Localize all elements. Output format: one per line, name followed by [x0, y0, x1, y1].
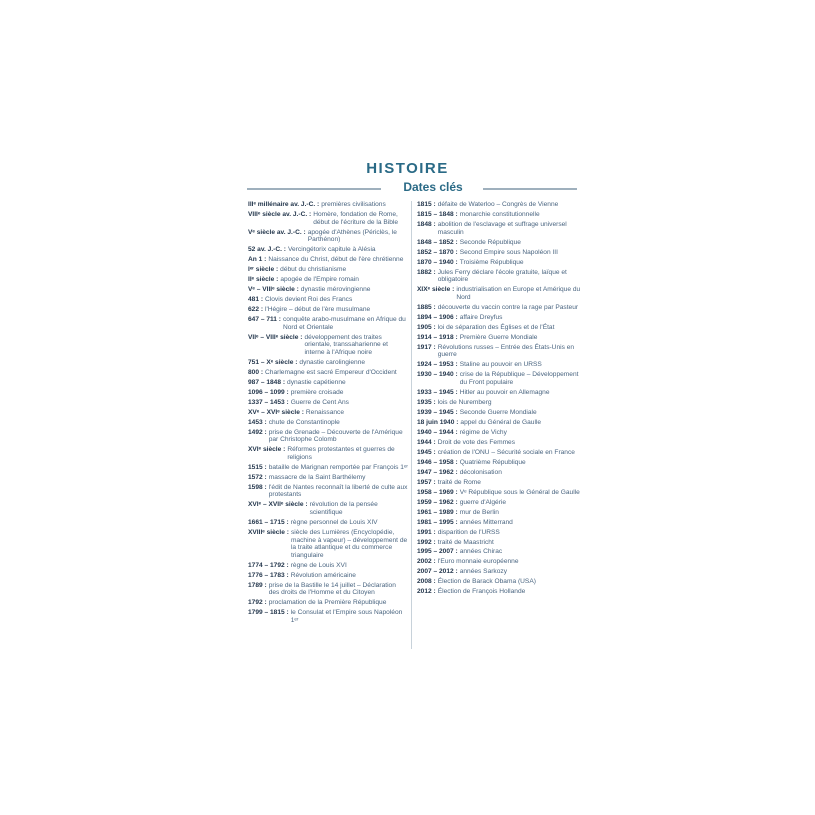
- entry-text: développement des traites orientale, transsaharienne et interne à l'Afrique noire: [304, 333, 389, 356]
- timeline-entry: [248, 389, 408, 397]
- timeline-entry: [417, 389, 581, 397]
- entry-date: Iᵉʳ siècle :: [248, 266, 279, 274]
- entry-text: apogée d'Athènes (Périclès, le Parthénon): [307, 228, 397, 244]
- timeline-entry: [248, 599, 408, 607]
- entry-text: Jules Ferry déclare l'école gratuite, laïque et obligatoire: [437, 268, 567, 284]
- entry-text: révolution de la pensée scientifique: [309, 501, 378, 516]
- entry-text: l'Euro monnaie européenne: [437, 558, 519, 566]
- timeline-entry: [248, 201, 408, 209]
- timeline-entry: [248, 519, 408, 527]
- entry-date: 1933 – 1945 :: [417, 388, 458, 396]
- entry-date: 52 av. J.-C. :: [248, 246, 286, 254]
- timeline-entry: [417, 249, 581, 257]
- entry-text: industrialisation en Europe et Amérique du Nord: [456, 286, 581, 301]
- entry-text: prise de Grenade – Découverte de l'Amérique par Christophe Colomb: [268, 428, 403, 444]
- timeline-entry: [417, 459, 581, 467]
- entry-text: Seconde Guerre Mondiale: [459, 408, 537, 416]
- timeline-entry: [417, 286, 581, 301]
- entry-date: 481 :: [248, 296, 264, 304]
- entry-text: apogée de l'Empire romain: [280, 276, 359, 284]
- entry-text: Seconde République: [459, 238, 521, 246]
- entry-date: 1870 – 1940 :: [417, 258, 458, 266]
- entry-text: l'Hégire – début de l'ère musulmane: [265, 306, 371, 314]
- entry-text: dynastie carolingienne: [299, 358, 366, 366]
- column-divider: [411, 201, 412, 649]
- entry-text: années Chirac: [459, 548, 503, 556]
- entry-date: 1917 :: [417, 343, 436, 351]
- timeline-entry: [248, 484, 408, 499]
- entry-date: 1774 – 1792 :: [248, 561, 289, 569]
- timeline-column-right: [417, 201, 581, 598]
- entry-text: Élection de François Hollande: [437, 588, 526, 596]
- timeline-entry: [417, 489, 581, 497]
- timeline-entry: [417, 221, 581, 236]
- entry-date: 1848 – 1852 :: [417, 238, 458, 246]
- entry-date: 1453 :: [248, 418, 267, 426]
- entry-date: 1905 :: [417, 323, 436, 331]
- timeline-entry: [248, 609, 408, 624]
- entry-date: 1940 – 1944 :: [417, 428, 458, 436]
- entry-date: 1894 – 1906 :: [417, 313, 458, 321]
- entry-date: 1991 :: [417, 528, 436, 536]
- entry-date: An 1 :: [248, 256, 267, 264]
- entry-date: 1792 :: [248, 599, 267, 607]
- timeline-entry: [417, 409, 581, 417]
- entry-date: 1957 :: [417, 478, 436, 486]
- entry-text: Homère, fondation de Rome, début de l'écriture de la Bible: [313, 210, 399, 226]
- timeline-entry: [248, 296, 408, 304]
- timeline-entry: [417, 324, 581, 332]
- entry-text: dynastie mérovingienne: [300, 286, 371, 294]
- timeline-entry: [417, 269, 581, 284]
- entry-date: 1959 – 1962 :: [417, 498, 458, 506]
- entry-date: 1924 – 1953 :: [417, 361, 458, 369]
- timeline-entry: [248, 246, 408, 254]
- entry-date: 1947 – 1962 :: [417, 468, 458, 476]
- entry-text: traité de Maastricht: [437, 538, 494, 546]
- entry-text: abolition de l'esclavage et suffrage universel masculin: [437, 220, 567, 236]
- timeline-entry: [417, 578, 581, 586]
- entry-date: XVIᵉ – XVIIᵉ siècle :: [248, 501, 308, 509]
- entry-date: 1848 :: [417, 220, 436, 228]
- entry-text: Second Empire sous Napoléon III: [459, 248, 558, 256]
- entry-text: guerre d'Algérie: [459, 498, 507, 506]
- timeline-entry: [417, 344, 581, 359]
- timeline-entry: [417, 548, 581, 556]
- timeline-entry: [417, 239, 581, 247]
- entry-date: 1961 – 1989 :: [417, 508, 458, 516]
- entry-date: 647 – 711 :: [248, 316, 281, 324]
- entry-text: première croisade: [290, 388, 344, 396]
- entry-text: dynastie capétienne: [287, 378, 346, 386]
- timeline-entry: [417, 588, 581, 596]
- entry-date: 1981 – 1995 :: [417, 518, 458, 526]
- entry-date: 2002 :: [417, 558, 436, 566]
- entry-text: prise de la Bastille le 14 juillet – Déclaration des droits de l'Homme et du Citoyen: [268, 581, 396, 597]
- timeline-entry: [417, 334, 581, 342]
- entry-date: 1958 – 1969 :: [417, 488, 458, 496]
- entry-date: 1946 – 1958 :: [417, 458, 458, 466]
- entry-date: 2008 :: [417, 578, 436, 586]
- entry-text: découverte du vaccin contre la rage par Pasteur: [437, 303, 579, 311]
- entry-text: crise de la République – Développement du Front populaire: [459, 371, 579, 386]
- entry-date: 1789 :: [248, 581, 267, 589]
- entry-text: Révolutions russes – Entrée des États-Unis en guerre: [437, 343, 575, 359]
- entry-text: Staline au pouvoir en URSS: [459, 361, 542, 369]
- entry-date: Vᵉ siècle av. J.-C. :: [248, 228, 306, 236]
- entry-date: 622 :: [248, 306, 264, 314]
- entry-date: 1815 – 1848 :: [417, 210, 458, 218]
- entry-date: 1930 – 1940 :: [417, 371, 458, 379]
- entry-text: Révolution américaine: [290, 571, 356, 579]
- timeline-entry: [248, 409, 408, 417]
- timeline-entry: [248, 562, 408, 570]
- timeline-entry: [248, 379, 408, 387]
- timeline-entry: [248, 429, 408, 444]
- entry-date: XVᵉ – XVIᵉ siècle :: [248, 408, 304, 416]
- timeline-entry: [248, 399, 408, 407]
- timeline-entry: [417, 509, 581, 517]
- timeline-entry: [417, 499, 581, 507]
- entry-text: premières civilisations: [321, 201, 386, 208]
- entry-text: Vercingétorix capitule à Alésia: [288, 246, 376, 254]
- timeline-entry: [417, 419, 581, 427]
- page-subtitle: Dates clés: [403, 180, 463, 194]
- entry-date: 1096 – 1099 :: [248, 388, 289, 396]
- timeline-entry: [248, 256, 408, 264]
- timeline-entry: [248, 211, 408, 226]
- timeline-entry: [417, 201, 581, 209]
- timeline-entry: [417, 399, 581, 407]
- entry-text: proclamation de la Première République: [268, 599, 387, 607]
- timeline-entry: [248, 229, 408, 244]
- timeline-entry: [248, 276, 408, 284]
- entry-text: Quatrième République: [459, 458, 526, 466]
- entry-date: XVIᵉ siècle :: [248, 446, 286, 454]
- entry-text: l'édit de Nantes reconnaît la liberté de culte aux protestants: [268, 483, 408, 499]
- entry-text: chute de Constantinople: [268, 418, 340, 426]
- entry-text: règne personnel de Louis XIV: [290, 518, 378, 526]
- entry-text: Troisième République: [459, 258, 524, 266]
- entry-date: 1939 – 1945 :: [417, 408, 458, 416]
- entry-text: mur de Berlin: [459, 508, 499, 516]
- timeline-entry: [248, 286, 408, 294]
- entry-text: traité de Rome: [437, 478, 481, 486]
- entry-text: défaite de Waterloo – Congrès de Vienne: [437, 201, 559, 208]
- entry-text: Première Guerre Mondiale: [459, 333, 538, 341]
- entry-date: 1815 :: [417, 201, 436, 208]
- timeline-entry: [248, 369, 408, 377]
- entry-text: création de l'ONU – Sécurité sociale en France: [437, 448, 575, 456]
- timeline-entry: [248, 529, 408, 559]
- timeline-entry: [417, 314, 581, 322]
- entry-text: affaire Dreyfus: [459, 313, 503, 321]
- timeline-entry: [417, 304, 581, 312]
- entry-text: Charlemagne est sacré Empereur d'Occident: [265, 368, 397, 376]
- timeline-entry: [417, 469, 581, 477]
- timeline-entry: [417, 429, 581, 437]
- entry-text: règne de Louis XVI: [290, 561, 347, 569]
- entry-date: 1882 :: [417, 268, 436, 276]
- entry-date: 1935 :: [417, 398, 436, 406]
- subtitle-row: [247, 180, 577, 198]
- entry-date: 18 juin 1940 :: [417, 418, 459, 426]
- timeline-entry: [248, 464, 408, 472]
- timeline-entry: [417, 519, 581, 527]
- timeline-entry: [417, 371, 581, 386]
- timeline-entry: [248, 359, 408, 367]
- entry-date: 1337 – 1453 :: [248, 398, 289, 406]
- entry-text: lois de Nuremberg: [437, 398, 492, 406]
- timeline-entry: [417, 479, 581, 487]
- entry-date: 1852 – 1870 :: [417, 248, 458, 256]
- entry-date: 1598 :: [248, 483, 267, 491]
- timeline-entry: [248, 316, 408, 331]
- entry-text: appel du Général de Gaulle: [460, 418, 542, 426]
- timeline-column-left: [248, 201, 408, 627]
- entry-date: 1945 :: [417, 448, 436, 456]
- entry-date: 1799 – 1815 :: [248, 609, 289, 617]
- entry-date: VIIᵉ – VIIIᵉ siècle :: [248, 333, 303, 341]
- timeline-entry: [248, 572, 408, 580]
- entry-text: disparition de l'URSS: [437, 528, 500, 536]
- timeline-entry: [248, 306, 408, 314]
- entry-date: 1776 – 1783 :: [248, 571, 289, 579]
- entry-text: loi de séparation des Églises et de l'État: [437, 323, 555, 331]
- entry-text: Clovis devient Roi des Francs: [265, 296, 353, 304]
- entry-text: années Sarkozy: [459, 568, 507, 576]
- timeline-entry: [417, 449, 581, 457]
- entry-date: 987 – 1848 :: [248, 378, 286, 386]
- page-title: HISTOIRE: [366, 160, 449, 177]
- entry-date: XVIIIᵉ siècle :: [248, 528, 289, 536]
- timeline-entry: [248, 582, 408, 597]
- entry-text: Hitler au pouvoir en Allemagne: [459, 388, 550, 396]
- entry-text: siècle des Lumières (Encyclopédie, machine à vapeur) – développement de la traite atlantique et du commerce triangulaire: [290, 528, 408, 559]
- timeline-entry: [417, 558, 581, 566]
- entry-date: VIIIᵉ siècle av. J.-C. :: [248, 210, 312, 218]
- entry-date: Vᵉ – VIIIᵉ siècle :: [248, 286, 299, 294]
- entry-date: 1572 :: [248, 473, 267, 481]
- entry-date: 751 – Xᵉ siècle :: [248, 358, 298, 366]
- subtitle-rule-left: [247, 188, 381, 190]
- entry-text: Renaissance: [305, 408, 345, 416]
- entry-text: régime de Vichy: [459, 428, 507, 436]
- entry-date: 2007 – 2012 :: [417, 568, 458, 576]
- entry-date: 1914 – 1918 :: [417, 333, 458, 341]
- entry-date: 2012 :: [417, 588, 436, 596]
- timeline-entry: [248, 266, 408, 274]
- timeline-entry: [248, 419, 408, 427]
- entry-text: Réformes protestantes et guerres de religions: [287, 446, 395, 461]
- timeline-entry: [248, 334, 408, 357]
- entry-text: décolonisation: [459, 468, 502, 476]
- entry-date: 1992 :: [417, 538, 436, 546]
- entry-date: 800 :: [248, 368, 264, 376]
- entry-date: 1995 – 2007 :: [417, 548, 458, 556]
- timeline-entry: [248, 501, 408, 516]
- entry-text: Guerre de Cent Ans: [290, 398, 349, 406]
- entry-date: XIXᵉ siècle :: [417, 286, 455, 294]
- entry-date: 1885 :: [417, 303, 436, 311]
- entry-text: bataille de Marignan remportée par François 1ᵉʳ: [268, 463, 408, 471]
- entry-text: début du christianisme: [280, 266, 347, 274]
- entry-text: Naissance du Christ, début de l'ère chrétienne: [268, 256, 404, 264]
- timeline-entry: [417, 361, 581, 369]
- subtitle-rule-right: [483, 188, 577, 190]
- timeline-entry: [417, 211, 581, 219]
- entry-date: IIIᵉ millénaire av. J.-C. :: [248, 201, 320, 208]
- entry-text: Vᵉ République sous le Général de Gaulle: [459, 488, 580, 496]
- entry-date: 1492 :: [248, 428, 267, 436]
- timeline-entry: [417, 568, 581, 576]
- entry-date: 1661 – 1715 :: [248, 518, 289, 526]
- entry-date: 1515 :: [248, 463, 267, 471]
- entry-text: le Consulat et l'Empire sous Napoléon 1ᵉʳ: [290, 609, 403, 624]
- entry-text: monarchie constitutionnelle: [459, 210, 540, 218]
- entry-text: massacre de la Saint Barthélemy: [268, 473, 366, 481]
- entry-text: Élection de Barack Obama (USA): [437, 578, 536, 586]
- timeline-entry: [417, 529, 581, 537]
- timeline-entry: [417, 259, 581, 267]
- entry-text: conquête arabo-musulmane en Afrique du Nord et Orientale: [283, 316, 406, 331]
- entry-text: années Mitterrand: [459, 518, 513, 526]
- timeline-entry: [417, 439, 581, 447]
- timeline-entry: [248, 474, 408, 482]
- timeline-entry: [248, 446, 408, 461]
- entry-date: 1944 :: [417, 438, 436, 446]
- timeline-entry: [417, 539, 581, 547]
- entry-date: IIᵉ siècle :: [248, 276, 279, 284]
- entry-text: Droit de vote des Femmes: [437, 438, 516, 446]
